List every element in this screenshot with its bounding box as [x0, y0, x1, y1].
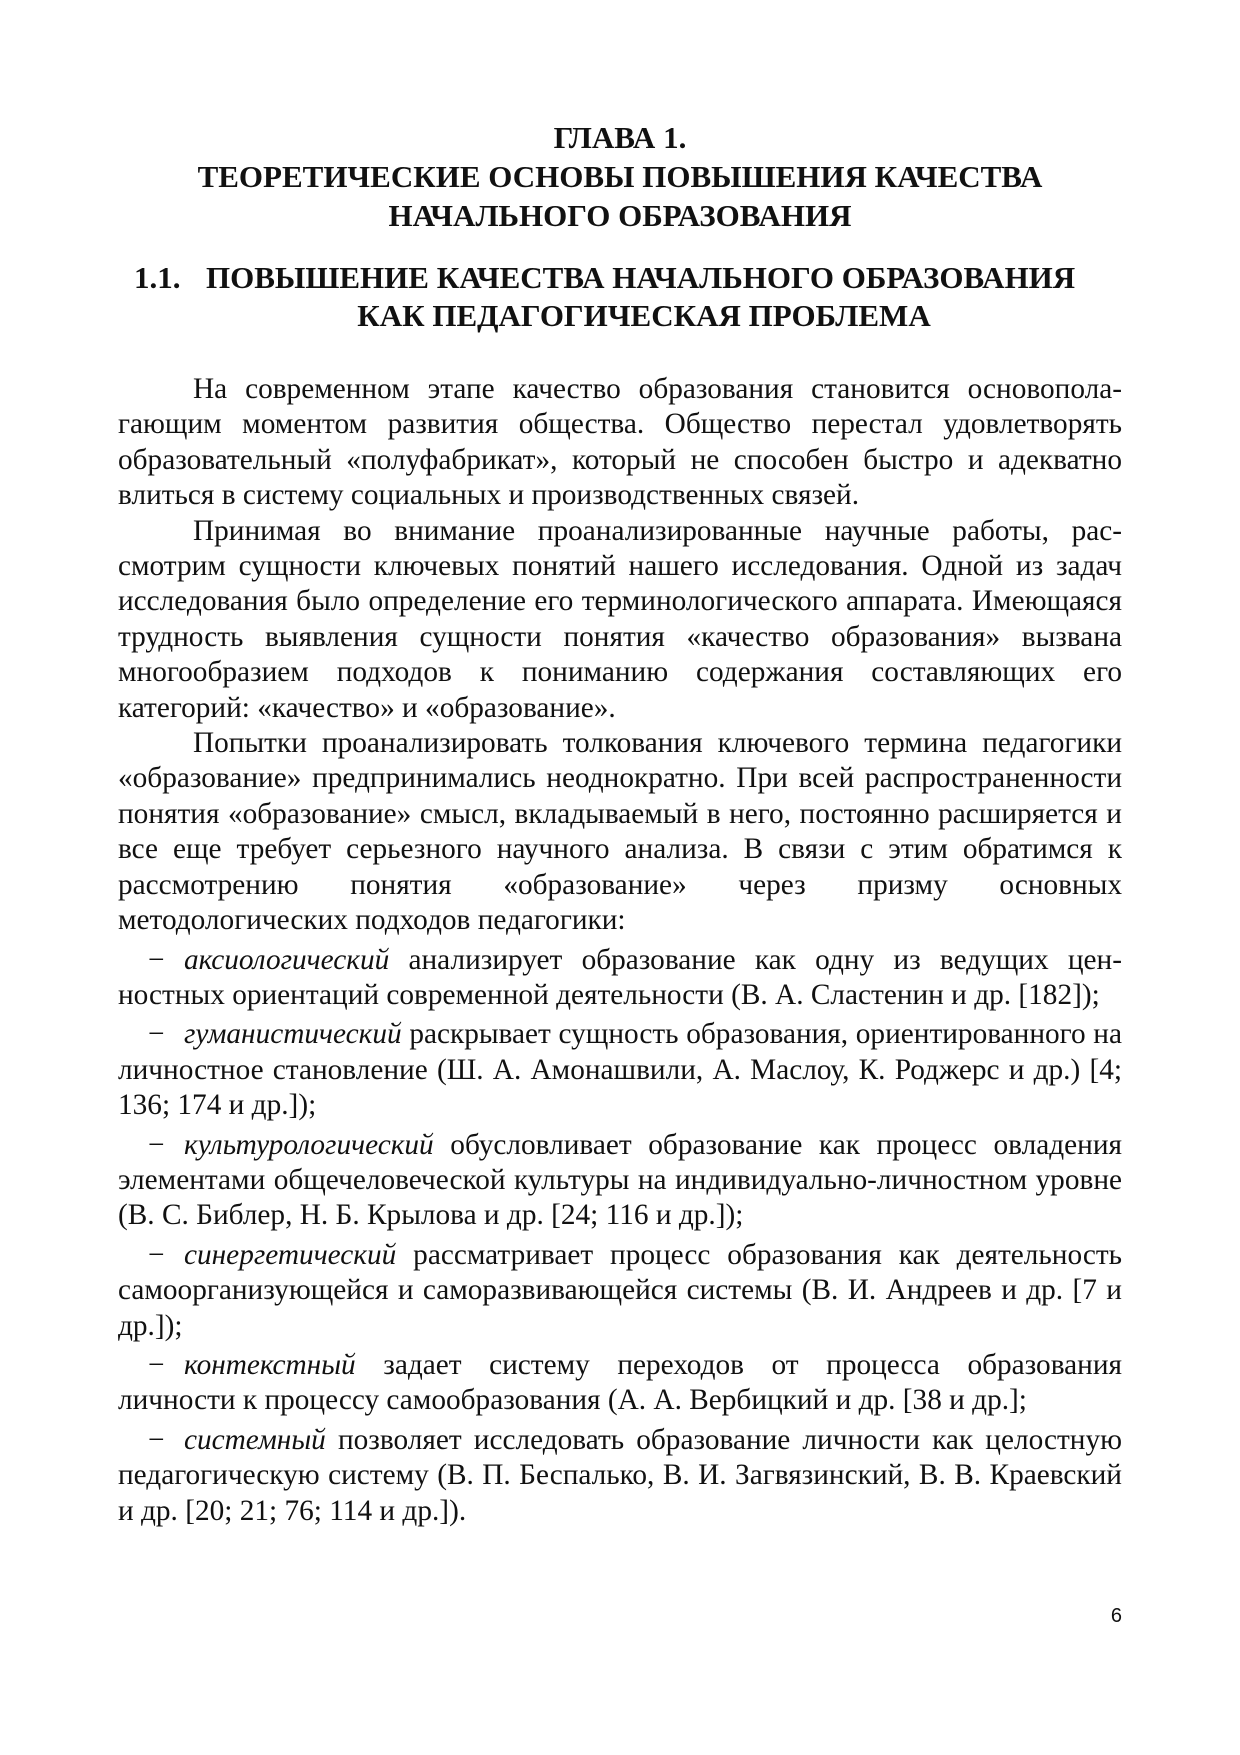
dash-bullet: − — [148, 943, 165, 976]
chapter-title-line-3: НАЧАЛЬНОГО ОБРАЗОВАНИЯ — [388, 198, 852, 233]
approach-list-item — [118, 1124, 1122, 1234]
approach-list-item — [118, 1013, 1122, 1123]
approach-description: раскрывает сущность образования, ориентированного на личностное становление (Ш. А. Амонашвили, А. Маслоу, К. Роджерс и др.) [4; 136; 174 и др.]); — [118, 1018, 1122, 1122]
approach-description: позволяет исследовать образование личности как целостную педагогическую систему (В. П. Беспалько, В. И. Загвязинский, В. В. Краевский и др. [20; 21; 76; 114 и др.]). — [118, 1423, 1122, 1527]
approach-list-item — [118, 1419, 1122, 1529]
dash-bullet: − — [148, 1018, 165, 1051]
approach-term: синергетический — [184, 1238, 397, 1271]
paragraph: Принимая во внимание проанализированные научные работы, рассмотрим сущности ключевых понятий нашего исследования. Одной из задач исследования было определение его терминологического аппарата. Имеющаяся трудность выявления сущности понятия «качество образования» вызвана многообразием подходов к пониманию содержания составляющих его категорий: «качество» и «образование». — [118, 514, 1122, 724]
section-number: 1.1. — [134, 260, 181, 295]
approach-term: системный — [184, 1423, 326, 1456]
dash-bullet: − — [148, 1238, 165, 1271]
chapter-title-line-1: ГЛАВА 1. — [553, 120, 687, 155]
approach-term: аксиологический — [184, 943, 390, 976]
approach-term: гуманистический — [184, 1018, 402, 1051]
page-number: 6 — [1110, 1605, 1122, 1627]
paragraph: На современном этапе качество образования становится основополагающим моментом развития общества. Общество перестал удовлетворять образовательный «полуфабрикат», который не способен быстро и адекватно влиться в систему социальных и производственных связей. — [118, 373, 1122, 512]
section-title-line-2: КАК ПЕДАГОГИЧЕСКАЯ ПРОБЛЕМА — [357, 298, 931, 333]
approach-term: культурологический — [184, 1128, 434, 1161]
approach-description: анализирует образование как одну из ведущих ценностных ориентаций современной деятельности (В. А. Сластенин и др. [182]); — [118, 943, 1122, 1011]
approach-description: задает систему переходов от процесса образования личности к процессу самообразования (А. А. Вербицкий и др. [38 и др.]; — [118, 1348, 1122, 1417]
dash-bullet: − — [148, 1128, 165, 1161]
approach-description: обусловливает образование как процесс овладения элементами общечеловеческой культуры на индивидуально-личностном уровне (В. С. Библер, Н. Б. Крылова и др. [24; 116 и др.]); — [118, 1128, 1122, 1232]
section-title-line-1: ПОВЫШЕНИЕ КАЧЕСТВА НАЧАЛЬНОГО ОБРАЗОВАНИЯ — [206, 260, 1076, 295]
approach-list-item — [118, 1234, 1122, 1344]
dash-bullet: − — [148, 1423, 165, 1456]
dash-bullet: − — [148, 1348, 165, 1381]
approach-list-item — [118, 939, 1122, 1014]
paragraph: Попытки проанализировать толкования ключевого термина педагогики «образование» предпринимались неоднократно. При всей распространенности понятия «образование» смысл, вкладываемый в него, постоянно расширяется и все еще требует серьезного научного анализа. В связи с этим обратимся к рассмотрению понятия «образование» через призму основных методологических подходов педагогики: — [118, 727, 1122, 937]
approach-description: рассматривает процесс образования как деятельность самоорганизующейся и саморазвивающейся системы (В. И. Андреев и др. [7 и др.]); — [118, 1238, 1122, 1342]
section-heading — [134, 259, 1114, 335]
approach-list-item — [118, 1344, 1122, 1419]
chapter-heading — [0, 118, 1240, 235]
chapter-title-line-2: ТЕОРЕТИЧЕСКИЕ ОСНОВЫ ПОВЫШЕНИЯ КАЧЕСТВА — [197, 159, 1043, 194]
approach-term: контекстный — [184, 1348, 356, 1381]
body-text — [118, 372, 1122, 1529]
